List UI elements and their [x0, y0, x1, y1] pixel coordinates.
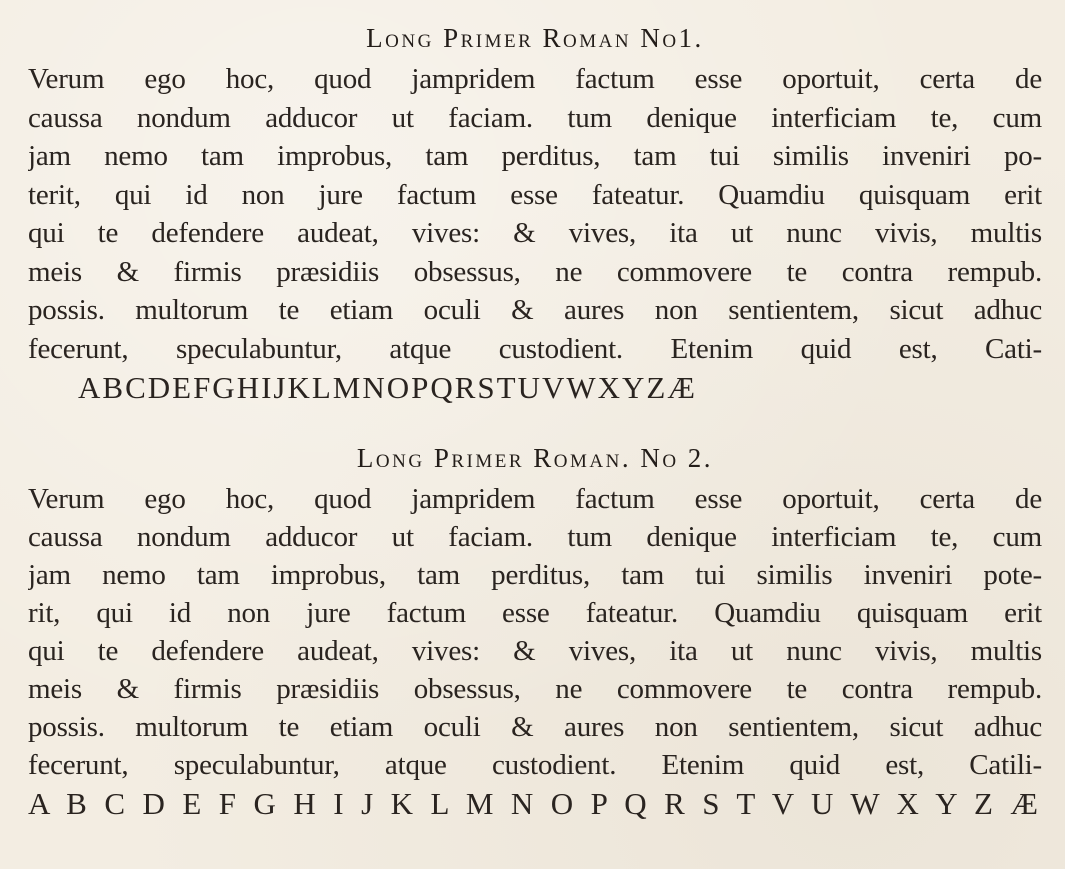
- specimen-text-block: [28, 60, 1042, 368]
- text-line: caussa nondum adducor ut faciam. tum denique interficiam te, cum: [28, 101, 1042, 134]
- text-line: jam nemo tam improbus, tam perditus, tam tui similis inveniri pote-: [28, 559, 1042, 591]
- text-line: possis. multorum te etiam oculi & aures non sentientem, sicut adhuc: [28, 294, 1042, 326]
- specimen-heading: Long Primer Roman. No 2.: [356, 443, 714, 473]
- text-line: qui te defendere audeat, vives: & vives, ita ut nunc vivis, multis: [28, 635, 1042, 667]
- text-line: Verum ego hoc, quod jampridem factum esse oportuit, certa de: [28, 63, 1042, 95]
- text-line: terit, qui id non jure factum esse fateatur. Quamdiu quisquam erit: [28, 178, 1042, 211]
- text-line: meis & firmis præsidiis obsessus, ne commovere te contra rempub.: [28, 673, 1042, 705]
- specimen-heading: Long Primer Roman No1.: [366, 23, 704, 53]
- text-line: meis & firmis præsidiis obsessus, ne commovere te contra rempub.: [28, 255, 1042, 288]
- text-line: qui te defendere audeat, vives: & vives, ita ut nunc vivis, multis: [28, 217, 1042, 249]
- text-line: possis. multorum te etiam oculi & aures non sentientem, sicut adhuc: [28, 711, 1042, 743]
- text-line: caussa nondum adducor ut faciam. tum denique interficiam te, cum: [28, 521, 1042, 553]
- specimen-text-block: [28, 480, 1042, 784]
- specimen-alphabet: ABCDEFGHIJKLMNOPQRSTUVWXYZÆ: [78, 370, 697, 405]
- text-line: fecerunt, speculabuntur, atque custodient. Etenim quid est, Cati-: [28, 332, 1042, 365]
- specimen-page: [28, 18, 1042, 824]
- specimen-long-primer-roman-no1: [28, 18, 1042, 408]
- text-line: Verum ego hoc, quod jampridem factum esse oportuit, certa de: [28, 483, 1042, 515]
- text-line: rit, qui id non jure factum esse fateatur. Quamdiu quisquam erit: [28, 597, 1042, 629]
- text-line: fecerunt, speculabuntur, atque custodient. Etenim quid est, Catili-: [28, 749, 1042, 781]
- text-line: jam nemo tam improbus, tam perditus, tam tui similis inveniri po-: [28, 140, 1042, 172]
- specimen-long-primer-roman-no2: [28, 438, 1042, 824]
- specimen-alphabet: A B C D E F G H I J K L M N O P Q R S T V U W X Y Z Æ: [28, 786, 1042, 821]
